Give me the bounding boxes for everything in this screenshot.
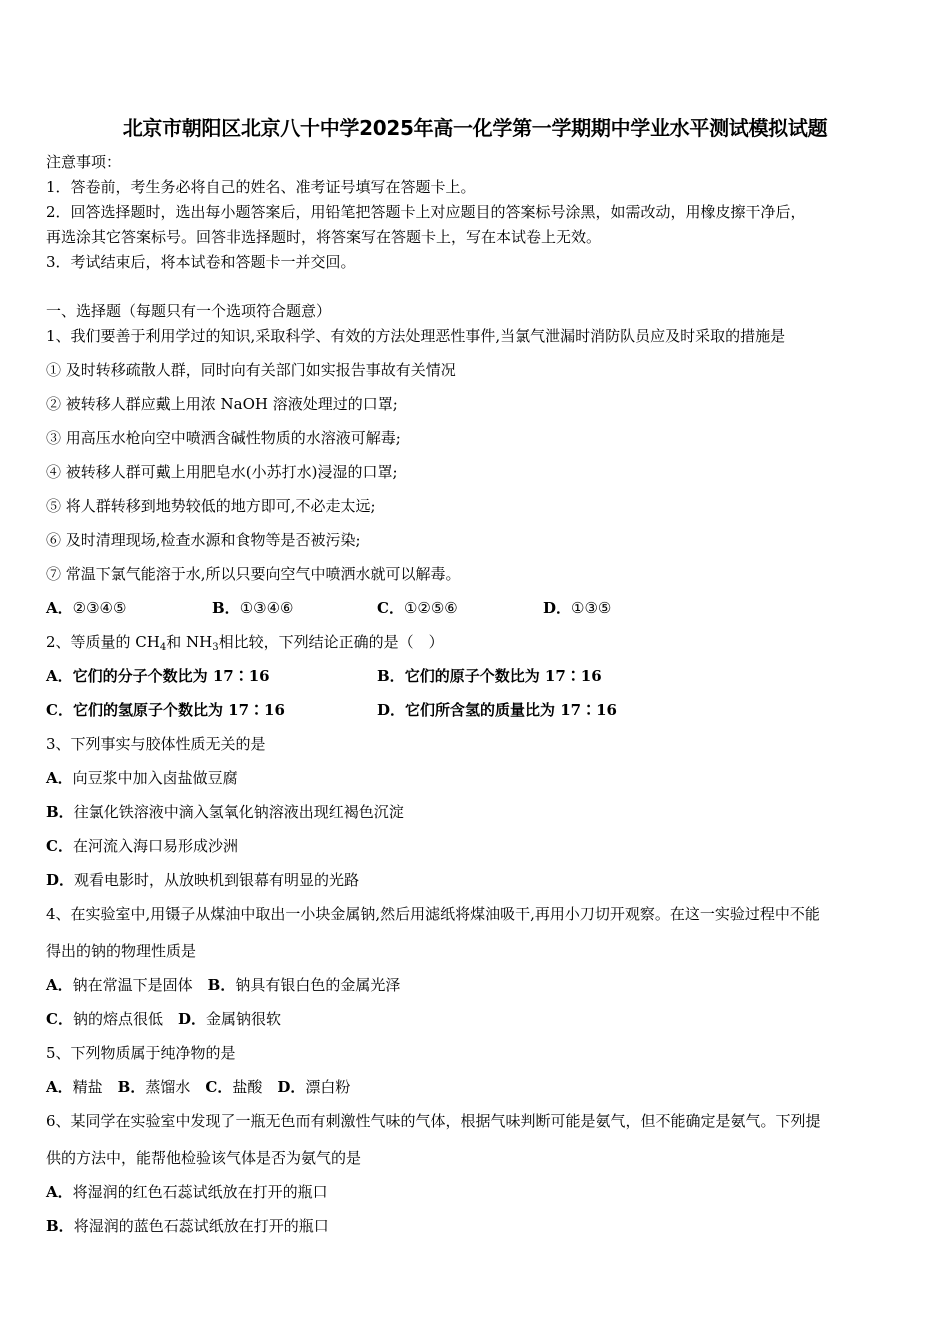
option-label: D．	[377, 701, 406, 719]
option-text: 往氯化铁溶液中滴入氢氧化钠溶液出现红褐色沉淀	[73, 803, 404, 821]
q3-option-c[interactable]	[46, 836, 238, 856]
question-1-stem: 1、我们要善于利用学过的知识,采取科学、有效的方法处理恶性事件,当氯气泄漏时消防队员应及时采取的措施是	[46, 327, 786, 345]
q2-option-b[interactable]	[377, 666, 602, 686]
notice-item: 再选涂其它答案标号。回答非选择题时，将答案写在答题卡上，写在本试卷上无效。	[46, 228, 602, 246]
option-label: D．	[277, 1078, 306, 1096]
q6-option-a[interactable]	[46, 1182, 328, 1202]
q1-item: ② 被转移人群应戴上用浓 NaOH 溶液处理过的口罩;	[46, 395, 398, 413]
stem-part: 2、等质量的 CH	[46, 633, 160, 651]
option-text: 钠的熔点很低	[72, 1010, 163, 1028]
notice-heading: 注意事项：	[46, 153, 122, 171]
section-heading: 一、选择题（每题只有一个选项符合题意）	[46, 302, 332, 320]
q5-option-c[interactable]	[205, 1078, 262, 1096]
option-label: C．	[46, 701, 73, 719]
subscript: 3	[212, 642, 219, 653]
option-text: 盐酸	[232, 1078, 263, 1096]
option-text: 它们的氢原子个数比为 17∶16	[72, 701, 285, 719]
q3-option-b[interactable]	[46, 802, 404, 822]
subscript: 4	[159, 642, 167, 653]
option-label: B．	[207, 976, 236, 994]
option-label: B．	[46, 803, 74, 821]
page-title: 北京市朝阳区北京八十中学2025年高一化学第一学期期中学业水平测试模拟试题	[122, 116, 828, 140]
option-text: 观看电影时，从放映机到银幕有明显的光路	[74, 871, 360, 889]
question-2-stem	[46, 632, 444, 658]
option-label: A．	[46, 1078, 73, 1096]
q1-item: ① 及时转移疏散人群，同时向有关部门如实报告事故有关情况	[46, 361, 456, 379]
option-label: D．	[46, 871, 75, 889]
option-text: ②③④⑤	[72, 599, 127, 617]
option-text: 将湿润的蓝色石蕊试纸放在打开的瓶口	[73, 1217, 329, 1235]
q5-option-d[interactable]	[277, 1078, 350, 1096]
q1-item: ③ 用高压水枪向空中喷洒含碱性物质的水溶液可解毒;	[46, 429, 401, 447]
q1-option-c[interactable]	[377, 598, 458, 618]
q3-option-d[interactable]	[46, 870, 359, 890]
q5-option-b[interactable]	[118, 1078, 191, 1096]
option-text: 钠在常温下是固体	[72, 976, 193, 994]
q1-item: ⑤ 将人群转移到地势较低的地方即可,不必走太远;	[46, 497, 376, 515]
notice-item: 2．回答选择题时，选出每小题答案后，用铅笔把答题卡上对应题目的答案标号涂黑，如需改动，用橡皮擦干净后，	[46, 203, 806, 221]
stem-part: 相比较，下列结论正确的是（ ）	[218, 633, 444, 651]
option-text: 在河流入海口易形成沙洲	[72, 837, 238, 855]
q1-option-b[interactable]	[212, 598, 293, 618]
option-text: ①③⑤	[571, 599, 612, 617]
option-label: A．	[46, 599, 73, 617]
option-text: 漂白粉	[305, 1078, 351, 1096]
question-6-stem: 6、某同学在实验室中发现了一瓶无色而有刺激性气味的气体，根据气味判断可能是氨气，但不能确定是氨气。下列提	[46, 1112, 821, 1130]
option-text: 将湿润的红色石蕊试纸放在打开的瓶口	[72, 1183, 328, 1201]
q3-option-a[interactable]	[46, 768, 238, 788]
option-label: A．	[46, 1183, 73, 1201]
q2-option-a[interactable]	[46, 666, 270, 686]
option-text: 精盐	[72, 1078, 103, 1096]
q5-option-a[interactable]	[46, 1078, 103, 1096]
option-text: 蒸馏水	[145, 1078, 191, 1096]
q2-option-d[interactable]	[377, 700, 617, 720]
q1-item: ⑦ 常温下氯气能溶于水,所以只要向空气中喷洒水就可以解毒。	[46, 565, 461, 583]
question-4-stem: 4、在实验室中,用镊子从煤油中取出一小块金属钠,然后用滤纸将煤油吸干,再用小刀切开观察。在这一实验过程中不能	[46, 905, 820, 923]
option-text: 金属钠很软	[206, 1010, 282, 1028]
option-label: C．	[205, 1078, 233, 1096]
option-label: B．	[117, 1078, 146, 1096]
option-text: 它们所含氢的质量比为 17∶16	[405, 701, 617, 719]
option-label: C．	[46, 837, 73, 855]
question-3-stem: 3、下列事实与胶体性质无关的是	[46, 735, 266, 753]
stem-part: 和 NH	[166, 633, 213, 651]
q6-option-b[interactable]	[46, 1216, 329, 1236]
option-text: 它们的分子个数比为 17∶16	[72, 667, 270, 685]
notice-item: 1．答卷前，考生务必将自己的姓名、准考证号填写在答题卡上。	[46, 178, 476, 196]
option-label: D．	[543, 599, 572, 617]
option-text: ①②⑤⑥	[403, 599, 458, 617]
option-label: B．	[377, 667, 405, 685]
option-label: D．	[177, 1010, 206, 1028]
q1-item: ④ 被转移人群可戴上用肥皂水(小苏打水)浸湿的口罩;	[46, 463, 398, 481]
question-5-stem: 5、下列物质属于纯净物的是	[46, 1044, 236, 1062]
option-text: 钠具有银白色的金属光泽	[235, 976, 401, 994]
q4-option-d[interactable]	[178, 1010, 281, 1028]
q1-option-d[interactable]	[543, 598, 611, 618]
option-label: B．	[46, 1217, 74, 1235]
q5-options-row	[46, 1077, 350, 1097]
q1-item: ⑥ 及时清理现场,检查水源和食物等是否被污染;	[46, 531, 361, 549]
option-label: B．	[212, 599, 240, 617]
q4-option-b[interactable]	[208, 976, 401, 994]
question-4-stem-cont: 得出的钠的物理性质是	[46, 942, 197, 960]
option-label: A．	[46, 976, 73, 994]
notice-item: 3．考试结束后，将本试卷和答题卡一并交回。	[46, 253, 356, 271]
option-label: A．	[46, 769, 73, 787]
q4-option-a[interactable]	[46, 976, 193, 994]
q2-option-c[interactable]	[46, 700, 285, 720]
option-text: 它们的原子个数比为 17∶16	[404, 667, 602, 685]
q4-options-row-2	[46, 1009, 281, 1029]
option-text: ①③④⑥	[239, 599, 294, 617]
question-6-stem-cont: 供的方法中，能帮他检验该气体是否为氨气的是	[46, 1149, 362, 1167]
option-label: C．	[46, 1010, 73, 1028]
option-text: 向豆浆中加入卤盐做豆腐	[72, 769, 238, 787]
q4-option-c[interactable]	[46, 1010, 163, 1028]
q1-option-a[interactable]	[46, 598, 126, 618]
option-label: A．	[46, 667, 73, 685]
q4-options-row-1	[46, 975, 400, 995]
option-label: C．	[377, 599, 404, 617]
